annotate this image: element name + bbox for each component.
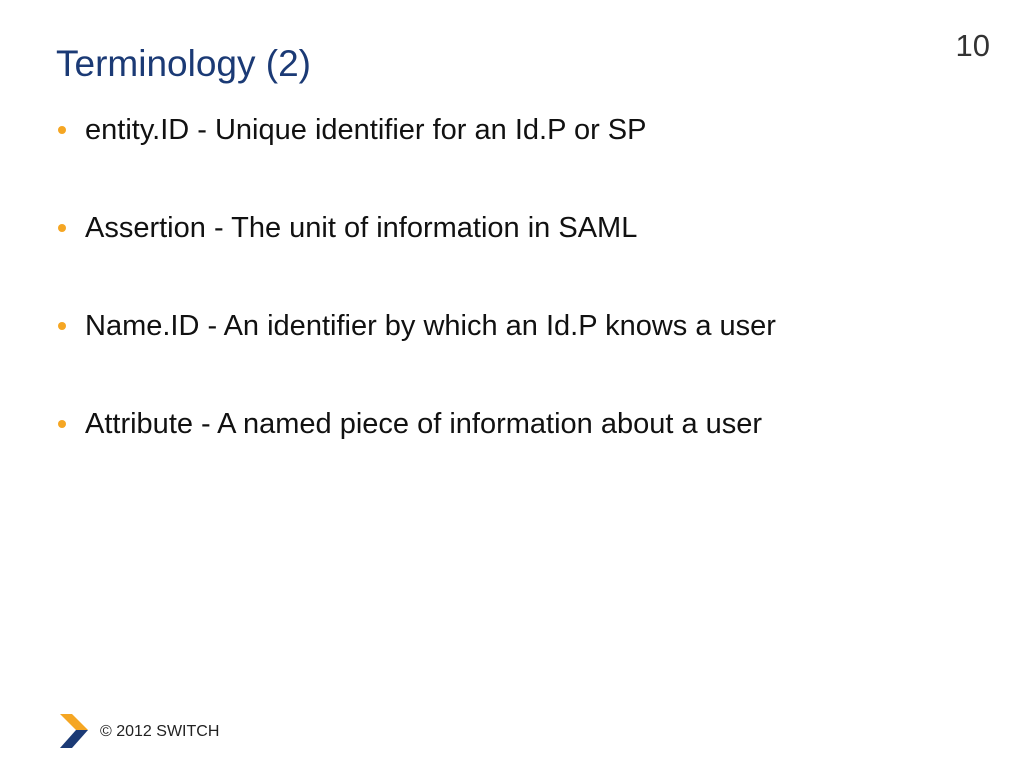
page-number: 10 bbox=[955, 28, 990, 63]
bullet-text: Attribute - A named piece of information about a user bbox=[85, 408, 763, 440]
bullet-item-assertion bbox=[58, 208, 776, 306]
bullet-text: Name.ID - An identifier by which an Id.P knows a user bbox=[85, 310, 776, 342]
copyright-text: © 2012 SWITCH bbox=[100, 723, 220, 740]
bullet-text: entity.ID - Unique identifier for an Id.P or SP bbox=[85, 114, 647, 146]
bullet-item-attribute bbox=[58, 404, 776, 502]
bullet-dot-icon bbox=[58, 420, 66, 428]
bullet-text: Assertion - The unit of information in SAML bbox=[85, 212, 638, 244]
bullet-dot-icon bbox=[58, 126, 66, 134]
footer bbox=[60, 714, 219, 750]
bullet-item-nameid bbox=[58, 306, 776, 404]
bullet-dot-icon bbox=[58, 322, 66, 330]
switch-arrow-logo-icon bbox=[60, 714, 90, 750]
bullet-list bbox=[58, 110, 776, 502]
bullet-item-entityid bbox=[58, 110, 776, 208]
slide-title: Terminology (2) bbox=[56, 43, 311, 84]
bullet-dot-icon bbox=[58, 224, 66, 232]
